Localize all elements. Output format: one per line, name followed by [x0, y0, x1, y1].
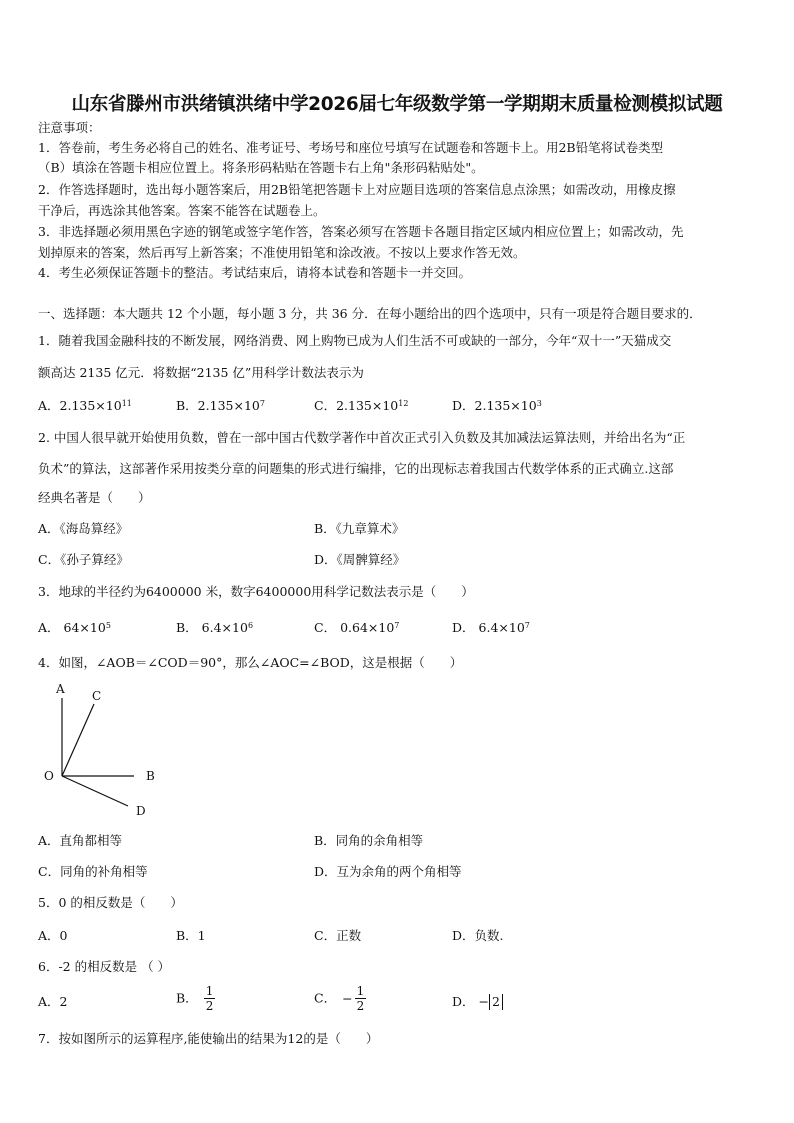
notice-line: 2．作答选择题时，选出每小题答案后，用2B铅笔把答题卡上对应题目选项的答案信息点涂黑；如需改动，用橡皮擦 — [38, 182, 676, 197]
label-a: A — [56, 682, 65, 696]
q3-option-b: B． $6.4\times 10^6$ — [176, 620, 254, 635]
q5-stem: 5．0 的相反数是（ ） — [38, 895, 183, 910]
label-o: O — [44, 769, 54, 783]
section-heading: 一、选择题：本大题共 12 个小题，每小题 3 分，共 36 分．在每小题给出的四个选项中，只有一项是符合题目要求的． — [38, 306, 702, 321]
q2-stem-line2: 负术”的算法，这部著作采用按类分章的问题集的形式进行编排，它的出现标志着我国古代数学体系的正式确立.这部 — [38, 461, 674, 476]
q6-option-c: C． − $\frac{1}{2}$ — [314, 984, 365, 1013]
notice-line: 1．答卷前，考生务必将自己的姓名、准考证号、考场号和座位号填写在试题卷和答题卡上。用2B铅笔将试卷类型 — [38, 140, 664, 155]
q2-option-d: D．《周髀算经》 — [314, 552, 406, 567]
q1-option-b: B．$2.135\times 10^7$ — [176, 398, 265, 413]
ray-od — [62, 776, 128, 806]
page-title: 山东省滕州市洪绪镇洪绪中学2026届七年级数学第一学期期末质量检测模拟试题 — [71, 94, 723, 115]
q2-option-b: B．《九章算术》 — [314, 521, 405, 536]
q2-option-c: C．《孙子算经》 — [38, 552, 129, 567]
label-d: D — [136, 804, 146, 818]
ray-oc — [62, 704, 94, 776]
notice-line: 4．考生必须保证答题卡的整洁。考试结束后，请将本试卷和答题卡一并交回。 — [38, 265, 471, 280]
notice-line: （B）填涂在答题卡相应位置上。将条形码粘贴在答题卡右上角"条形码粘贴处"。 — [38, 160, 484, 175]
q1-option-c: C．$2.135\times 10^{12}$ — [314, 398, 409, 413]
q5-option-c: C．正数 — [314, 928, 362, 943]
q1-option-a: A．$2.135\times 10^{11}$ — [38, 398, 132, 413]
q5-option-b: B．1 — [176, 928, 206, 943]
q3-option-d: D． $6.4\times 10^7$ — [452, 620, 530, 635]
q6-option-b: B． $\frac{1}{2}$ — [176, 984, 214, 1013]
q4-stem: 4．如图，∠AOB＝∠COD＝90°，那么∠AOC=∠BOD，这是根据（ ） — [38, 655, 463, 670]
q2-stem-line1: 2. 中国人很早就开始使用负数，曾在一部中国古代数学著作中首次正式引入负数及其加减法运算法则，并给出名为“正 — [38, 430, 686, 445]
notice-heading: 注意事项： — [38, 120, 101, 135]
q6-option-a: A．2 — [38, 994, 68, 1009]
q5-option-d: D．负数. — [452, 928, 504, 943]
q3-option-a: A． $64\times 10^5$ — [38, 620, 111, 635]
q4-option-a: A．直角都相等 — [38, 833, 123, 848]
q1-option-d: D．$2.135\times 10^3$ — [452, 398, 542, 413]
q2-stem-line3: 经典名著是（ ） — [38, 490, 151, 505]
q3-stem: 3．地球的半径约为6400000 米，数字6400000用科学记数法表示是（ ） — [38, 584, 474, 599]
q1-stem-line1: 1．随着我国金融科技的不断发展，网络消费、网上购物已成为人们生活不可或缺的一部分，今年“双十一”天猫成交 — [38, 333, 672, 348]
notice-line: 干净后，再选涂其他答案。答案不能答在试题卷上。 — [38, 203, 326, 218]
q2-option-a: A．《海岛算经》 — [38, 521, 129, 536]
notice-line: 3．非选择题必须用黑色字迹的钢笔或签字笔作答，答案必须写在答题卡各题目指定区域内相应位置上；如需改动，先 — [38, 224, 684, 239]
q4-option-b: B．同角的余角相等 — [314, 833, 424, 848]
q4-option-d: D．互为余角的两个角相等 — [314, 864, 462, 879]
q5-option-a: A．0 — [38, 928, 68, 943]
label-c: C — [92, 689, 102, 703]
notice-line: 划掉原来的答案，然后再写上新答案；不准使用铅笔和涂改液。不按以上要求作答无效。 — [38, 245, 526, 260]
q6-option-d: D． − 2 — [452, 994, 503, 1010]
q1-stem-line2: 额高达 2135 亿元．将数据“2135 亿”用科学计数法表示为 — [38, 365, 364, 380]
q4-option-c: C．同角的补角相等 — [38, 864, 148, 879]
q6-stem: 6．-2 的相反数是 （ ） — [38, 959, 171, 974]
q7-stem: 7．按如图所示的运算程序,能使输出的结果为12的是（ ） — [38, 1031, 379, 1046]
label-b: B — [146, 769, 155, 783]
angle-figure — [36, 680, 166, 820]
q3-option-c: C． $0.64\times 10^7$ — [314, 620, 400, 635]
